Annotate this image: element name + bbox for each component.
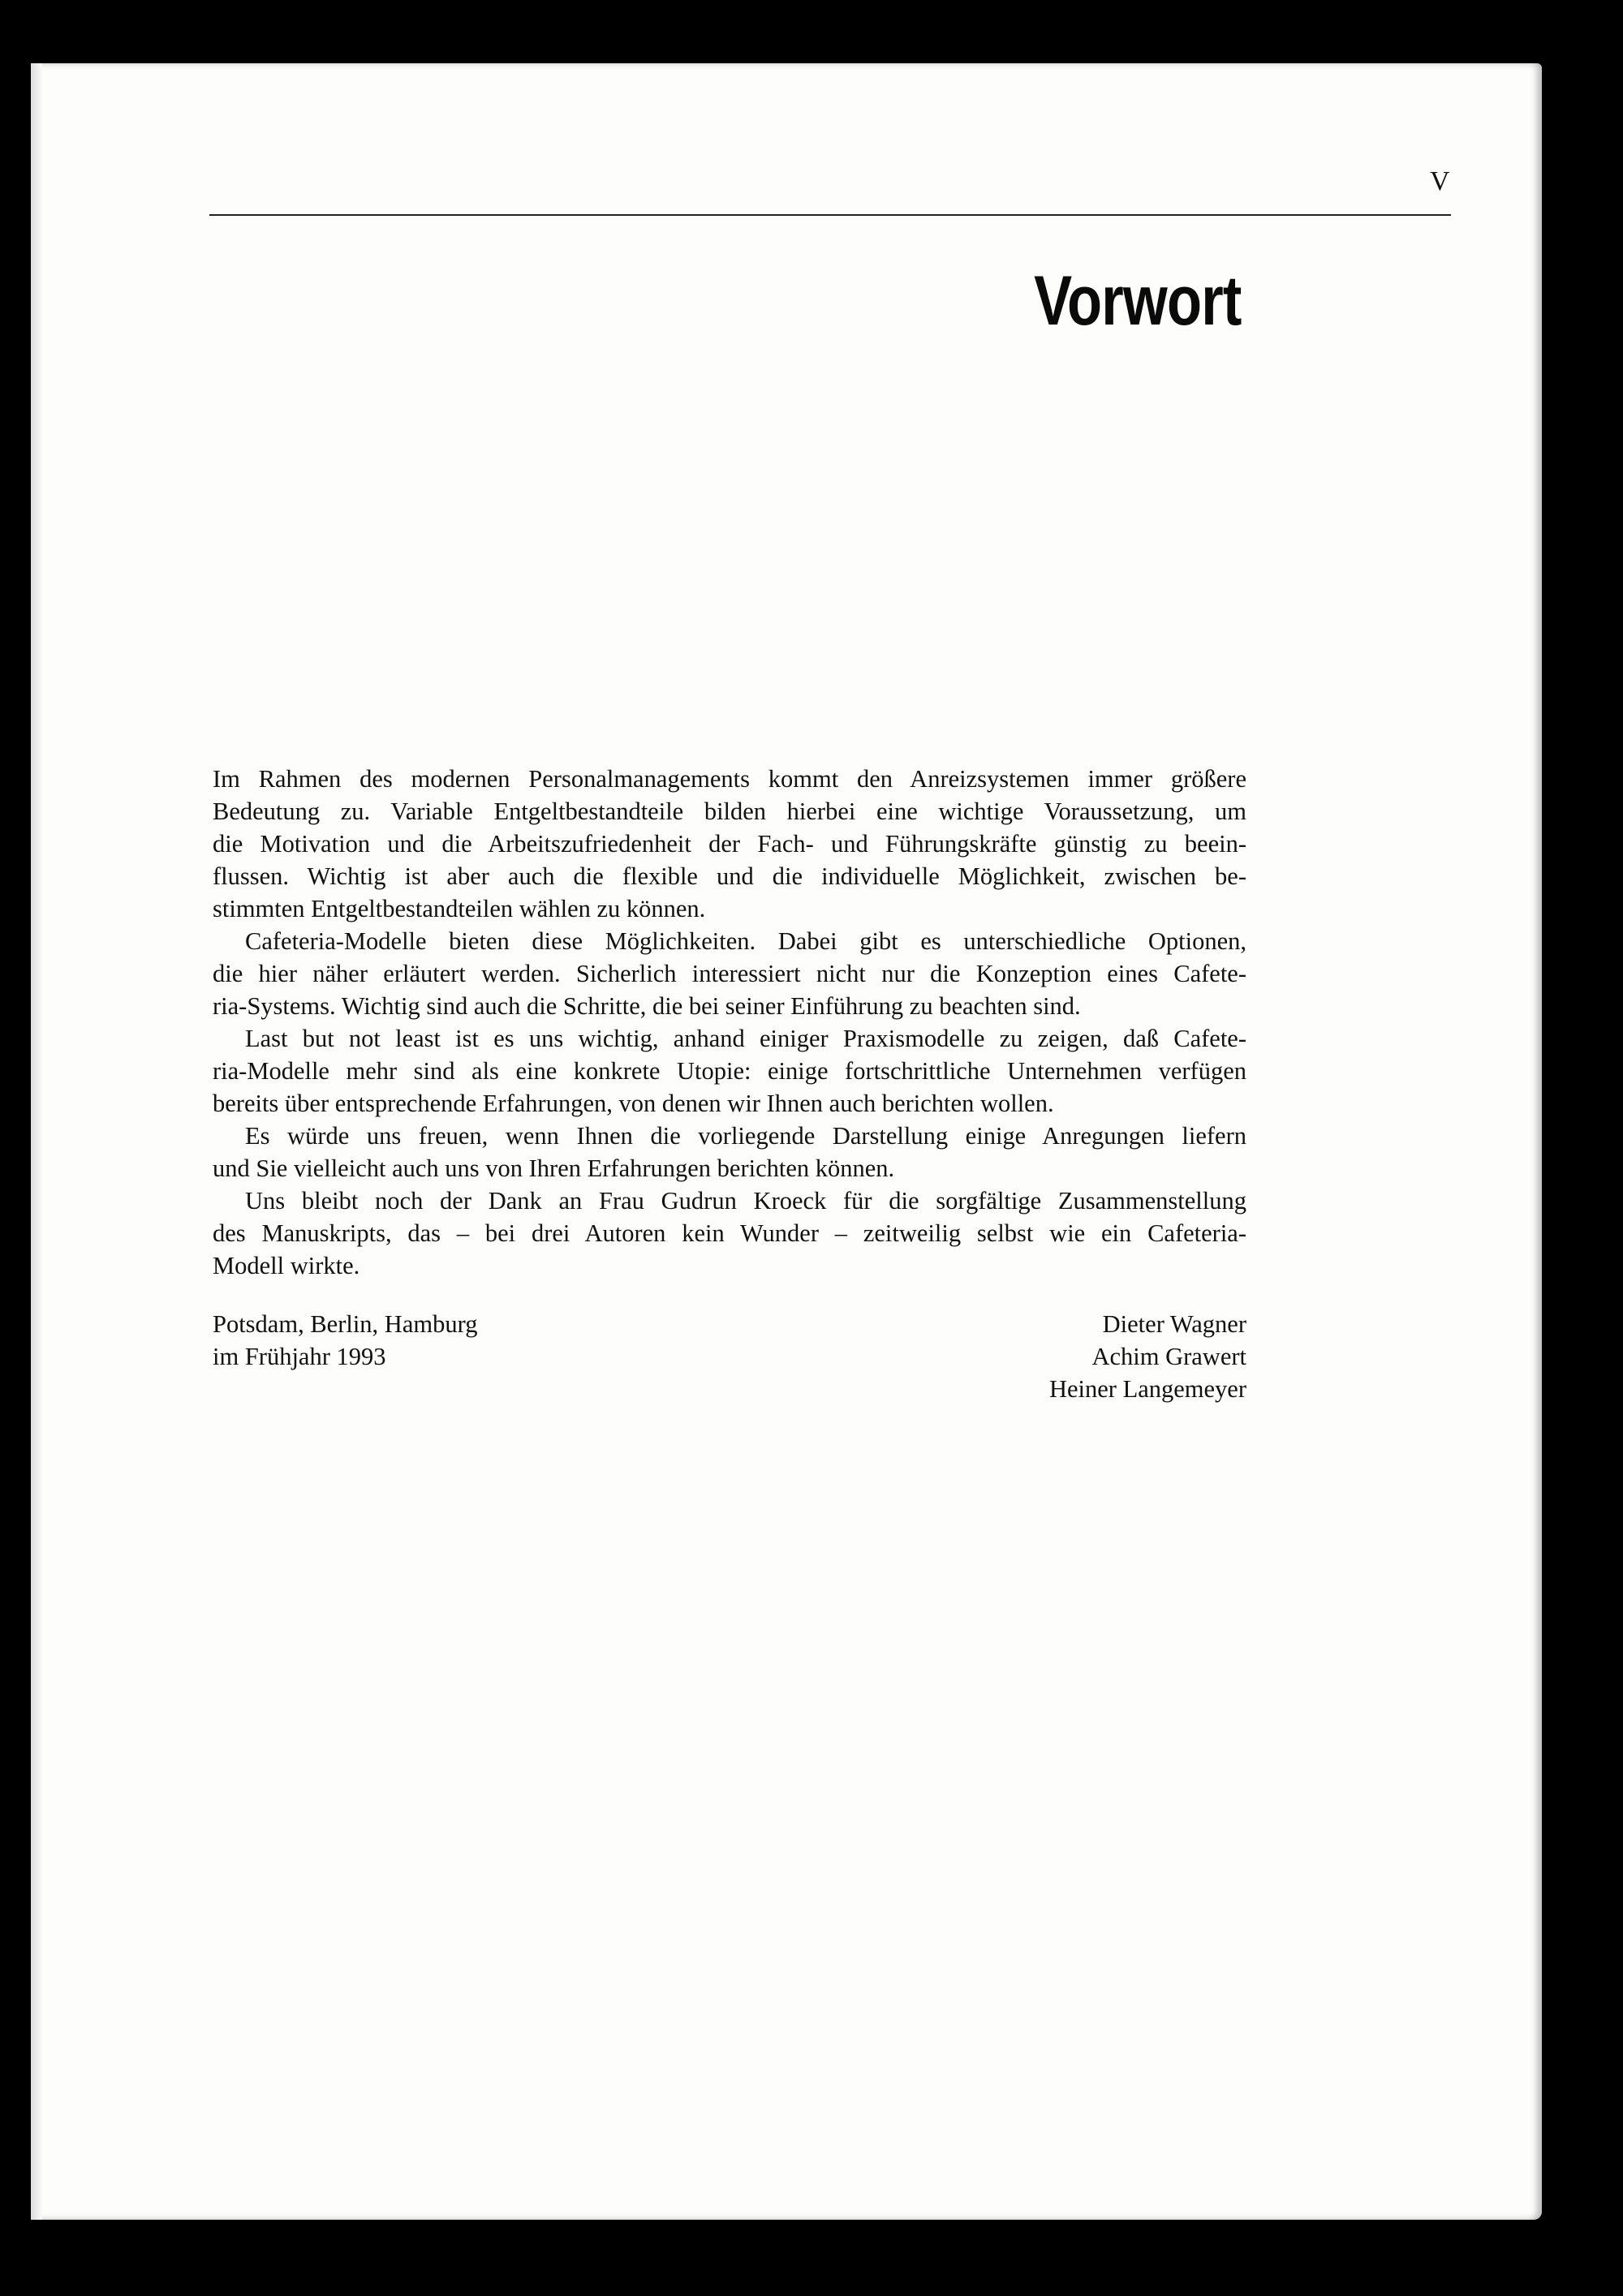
date-line: im Frühjahr 1993 (213, 1343, 386, 1370)
author-name: Dieter Wagner (1102, 1310, 1246, 1338)
text-line: die hier näher erläutert werden. Sicherlich interessiert nicht nur die Konzeption eines Cafete- (213, 960, 1246, 987)
text-line: die Motivation und die Arbeitszufriedenheit der Fach- und Führungskräfte günstig zu beein- (213, 830, 1246, 858)
text-line: ria-Systems. Wichtig sind auch die Schritte, die bei seiner Einführung zu beachten sind. (213, 992, 1081, 1020)
place-line: Potsdam, Berlin, Hamburg (213, 1310, 478, 1338)
text-line: stimmten Entgeltbestandteilen wählen zu können. (213, 895, 706, 922)
text-line: Bedeutung zu. Variable Entgeltbestandteile bilden hierbei eine wichtige Voraussetzung, um (213, 798, 1246, 825)
text-line: Es würde uns freuen, wenn Ihnen die vorliegende Darstellung einige Anregungen liefern (245, 1122, 1246, 1150)
author-name: Heiner Langemeyer (1048, 1375, 1246, 1403)
paragraph (213, 1120, 1246, 1185)
author-name: Achim Grawert (1091, 1343, 1246, 1370)
text-line: Im Rahmen des modernen Personalmanagements kommt den Anreizsystemen immer größere (213, 765, 1246, 793)
header-rule (209, 214, 1451, 216)
foreword-body (213, 763, 1246, 1282)
text-line: bereits über entsprechende Erfahrungen, von denen wir Ihnen auch berichten wollen. (213, 1090, 1054, 1117)
paragraph (213, 925, 1246, 1022)
chapter-title: Vorwort (1034, 262, 1242, 340)
text-line: Uns bleibt noch der Dank an Frau Gudrun Kroeck für die sorgfältige Zusammenstellung (245, 1187, 1246, 1215)
text-line: Last but not least ist es uns wichtig, anhand einiger Praxismodelle zu zeigen, daß Cafete- (245, 1025, 1246, 1052)
page-spine-edge (31, 63, 42, 2220)
text-line: flussen. Wichtig ist aber auch die flexible und die individuelle Möglichkeit, zwischen be- (213, 862, 1246, 890)
text-line: Cafeteria-Modelle bieten diese Möglichkeiten. Dabei gibt es unterschiedliche Optionen, (245, 927, 1246, 955)
text-line: ria-Modelle mehr sind als eine konkrete Utopie: einige fortschrittliche Unternehmen verfügen (213, 1057, 1246, 1085)
paragraph (213, 1022, 1246, 1120)
text-line: des Manuskripts, das – bei drei Autoren kein Wunder – zeitweilig selbst wie ein Cafeteria- (213, 1219, 1246, 1247)
page-number: V (1430, 166, 1450, 196)
place-date (213, 1308, 477, 1373)
text-line: und Sie vielleicht auch uns von Ihren Erfahrungen berichten können. (213, 1154, 895, 1182)
paragraph (213, 1185, 1246, 1282)
paragraph (213, 763, 1246, 925)
text-line: Modell wirkte. (213, 1252, 360, 1279)
authors (1049, 1308, 1246, 1405)
